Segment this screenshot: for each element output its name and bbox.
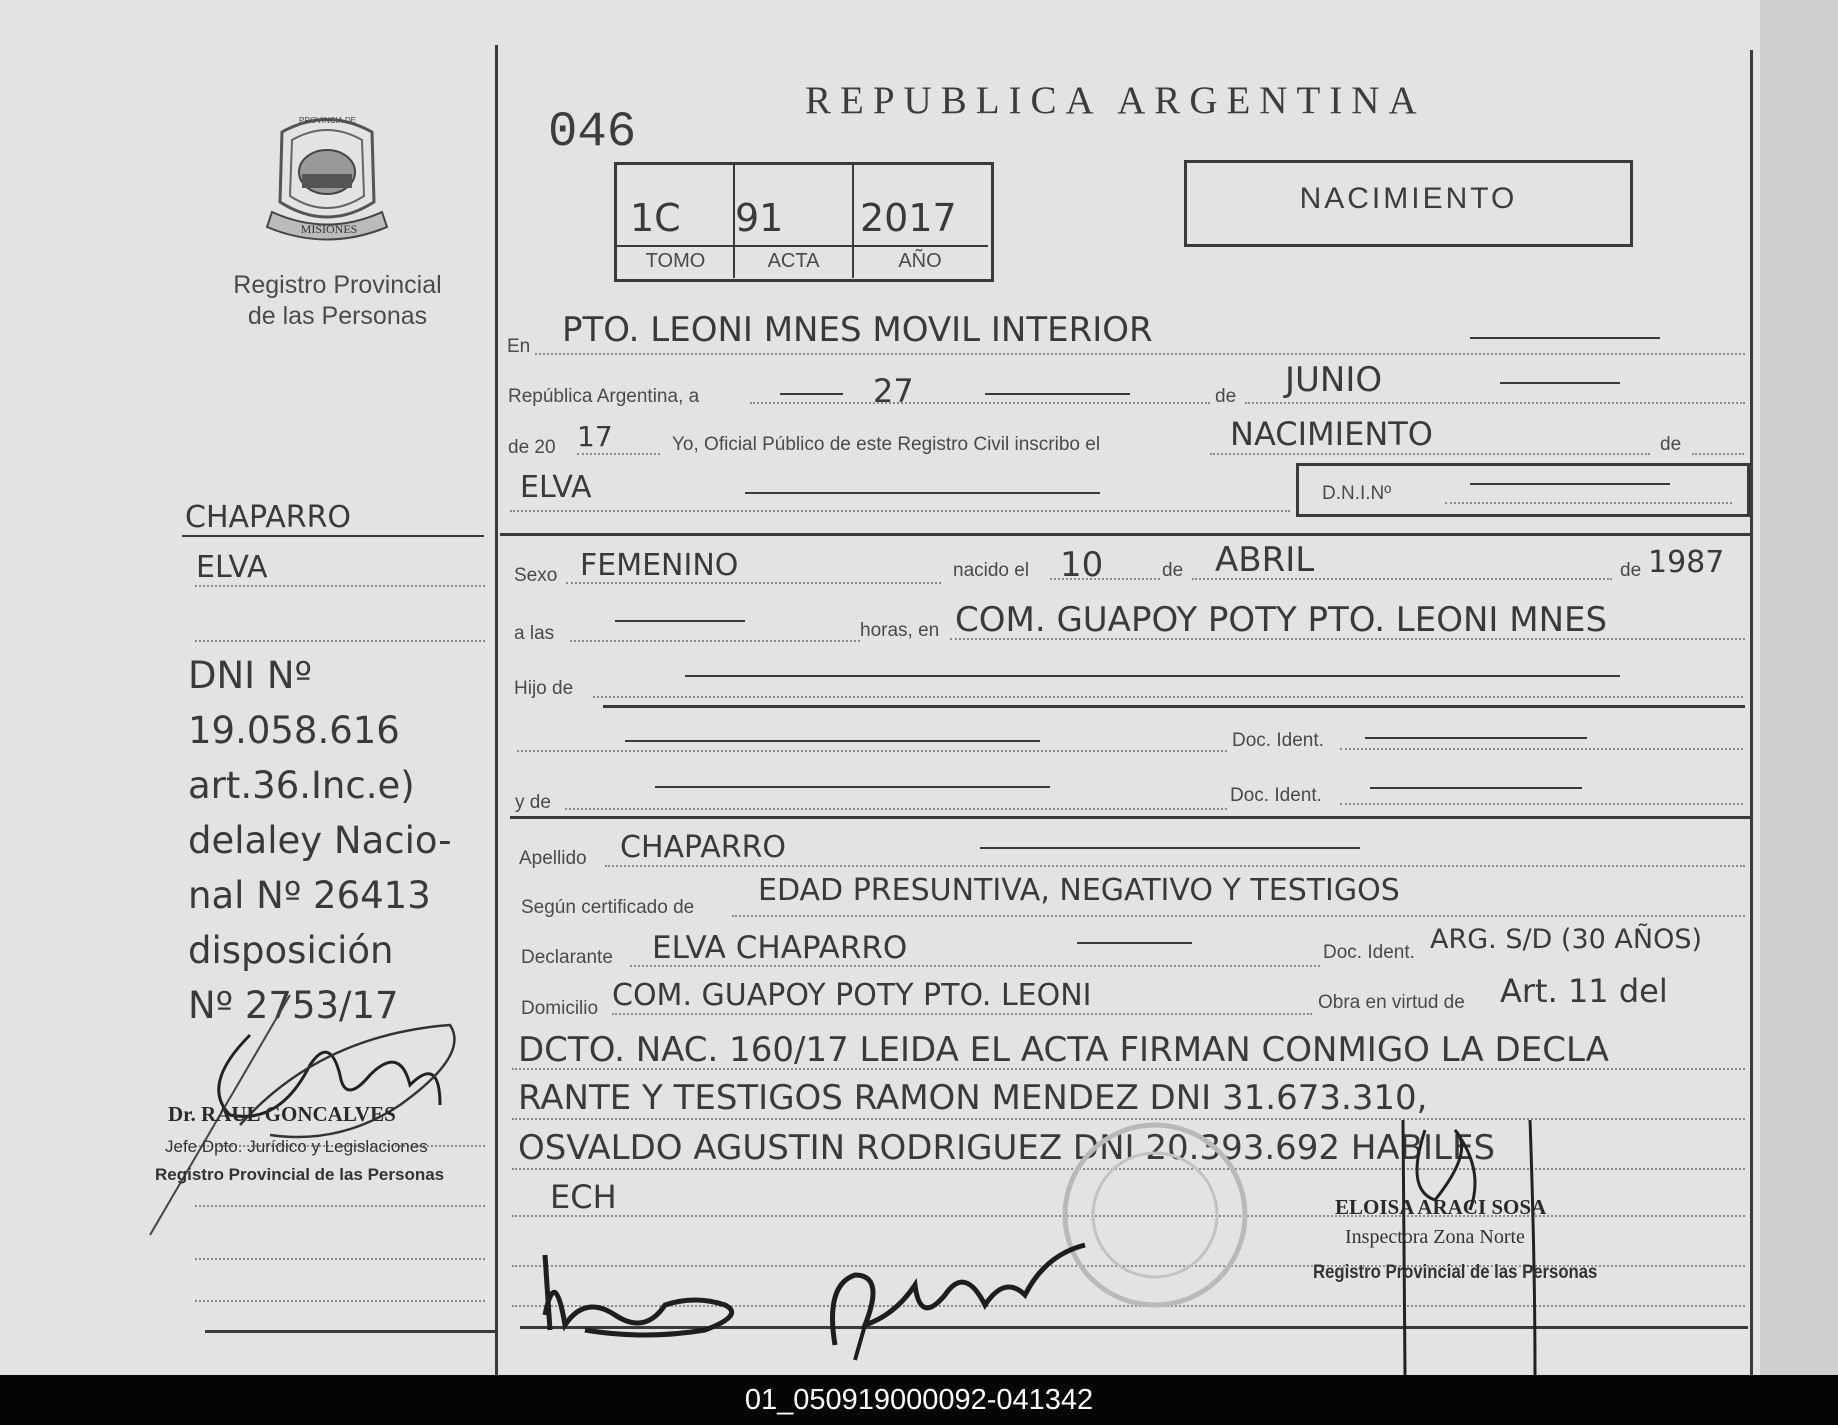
margin-dots <box>195 1300 485 1302</box>
margin-dots <box>195 1258 485 1260</box>
margin-signer-name: Dr. RAUL GONCALVES <box>168 1102 396 1126</box>
declarante-value: ELVA CHAPARRO <box>652 930 908 966</box>
registry-line-2: de las Personas <box>247 302 428 330</box>
field-dots <box>732 915 1745 917</box>
dash-line <box>745 492 1100 494</box>
margin-signer-office: Registro Provincial de las Personas <box>155 1165 445 1184</box>
ref-divider <box>616 245 988 247</box>
margin-signer-title: Jefe Dpto. Jurídico y Legislaciones <box>165 1137 428 1156</box>
field-dots <box>517 750 1227 752</box>
body-line: OSVALDO AGUSTIN RODRIGUEZ DNI 20.393.692 HABILES <box>518 1128 1496 1168</box>
nacido-label: nacido el <box>953 560 1030 581</box>
seal-text-top: PROVINCIA DE <box>299 116 356 125</box>
anio-value: 2017 <box>860 196 957 240</box>
obra-value: Art. 11 del <box>1500 972 1668 1010</box>
dash-line <box>655 786 1050 788</box>
field-dots <box>577 453 660 455</box>
de-label-3: de <box>1620 560 1642 581</box>
month-value: JUNIO <box>1285 360 1383 400</box>
declarante-doc: ARG. S/D (30 AÑOS) <box>1430 924 1702 955</box>
margin-divider-line <box>495 45 498 1375</box>
birth-month: ABRIL <box>1215 540 1315 580</box>
header-title: REPUBLICA ARGENTINA <box>805 79 1426 122</box>
field-dots <box>1692 453 1744 455</box>
year-value: 17 <box>577 420 613 453</box>
field-dots <box>1245 402 1745 404</box>
dash-line <box>1365 737 1587 739</box>
declarante-label: Declarante <box>521 947 613 968</box>
document-number: 046 <box>548 104 637 160</box>
field-dots <box>570 640 860 642</box>
footer-id: 01_050919000092-041342 <box>744 1383 1094 1416</box>
body-line: RANTE Y TESTIGOS RAMON MENDEZ DNI 31.673.310, <box>518 1078 1428 1118</box>
oficial-text: Yo, Oficial Público de este Registro Civil inscribo el <box>672 434 1101 455</box>
name-value: ELVA <box>520 470 592 505</box>
horas-label: horas, en <box>860 620 940 641</box>
seal-text-bottom: MISIONES <box>300 222 358 236</box>
dash-line <box>1500 382 1620 384</box>
doc-ident-label-1: Doc. Ident. <box>1232 730 1324 751</box>
dash-line <box>980 847 1360 849</box>
inspector-title: Inspectora Zona Norte <box>1345 1226 1525 1248</box>
dash-line <box>615 620 745 622</box>
margin-note-line: Nº 2753/17 <box>188 984 399 1027</box>
dash-line <box>1077 942 1192 944</box>
inspector-office: Registro Provincial de las Personas <box>1313 1262 1598 1283</box>
obra-label: Obra en virtud de <box>1318 992 1465 1013</box>
acta-value: 91 <box>735 196 784 240</box>
page-edge <box>1760 0 1838 1375</box>
margin-note-line: disposición <box>188 929 394 972</box>
field-dots <box>565 808 1227 810</box>
dash-line <box>1470 483 1670 485</box>
field-dots <box>1340 748 1743 750</box>
margin-note-line: delaley Nacio- <box>188 819 452 862</box>
inspector-name: ELOISA ARACI SOSA <box>1335 1195 1547 1219</box>
sexo-value: FEMENINO <box>580 548 739 583</box>
field-dots <box>512 1068 1745 1070</box>
margin-note-line: 19.058.616 <box>188 709 400 752</box>
anio-label: AÑO <box>898 250 942 272</box>
yde-label: y de <box>515 792 551 813</box>
body-line: ECH <box>550 1178 617 1216</box>
day-value: 27 <box>873 372 914 410</box>
section-rule <box>510 816 1750 819</box>
record-type: NACIMIENTO <box>1299 182 1518 215</box>
dash-line <box>985 393 1130 395</box>
domicilio-value: COM. GUAPOY POTY PTO. LEONI <box>612 978 1092 1013</box>
de-label-2: de <box>1162 560 1184 581</box>
dni-label: D.N.I.Nº <box>1322 483 1392 504</box>
tomo-label: TOMO <box>645 250 706 272</box>
dash-line <box>685 675 1620 677</box>
field-dots <box>605 865 1745 867</box>
sexo-label: Sexo <box>514 565 558 586</box>
segun-value: EDAD PRESUNTIVA, NEGATIVO Y TESTIGOS <box>758 873 1400 908</box>
republica-label: República Argentina, a <box>508 386 700 407</box>
dash-line <box>625 740 1040 742</box>
margin-rule <box>182 535 484 537</box>
registry-name <box>205 270 470 332</box>
segun-label: Según certificado de <box>521 897 695 918</box>
alas-label: a las <box>514 623 555 644</box>
birth-day: 10 <box>1060 545 1104 585</box>
margin-name: ELVA <box>196 550 268 585</box>
margin-rule <box>205 1330 495 1333</box>
dash-line <box>1470 337 1660 339</box>
section-rule <box>603 705 1745 708</box>
margin-note-line: DNI Nº <box>188 654 312 697</box>
field-dots <box>535 353 1745 355</box>
footer-id-bar <box>0 1375 1838 1425</box>
field-dots <box>1445 502 1732 504</box>
margin-dots <box>195 640 485 642</box>
de20-label: de 20 <box>508 437 556 458</box>
margin-note-line: art.36.Inc.e) <box>188 764 415 807</box>
doc-ident-label-2: Doc. Ident. <box>1230 785 1322 806</box>
birth-year: 1987 <box>1648 545 1725 580</box>
de-label: de <box>1215 386 1237 407</box>
act-value: NACIMIENTO <box>1230 415 1433 453</box>
right-frame-line <box>1750 50 1753 1375</box>
field-dots <box>510 510 1290 512</box>
margin-note-line: nal Nº 26413 <box>188 874 431 917</box>
dash-line <box>780 393 843 395</box>
dash-line <box>1370 787 1582 789</box>
bottom-signatures-icon <box>525 1235 1145 1365</box>
apellido-value: CHAPARRO <box>620 830 787 865</box>
place-value: PTO. LEONI MNES MOVIL INTERIOR <box>562 310 1153 350</box>
apellido-label: Apellido <box>519 848 587 869</box>
body-line: DCTO. NAC. 160/17 LEIDA EL ACTA FIRMAN CONMIGO LA DECLA <box>518 1030 1609 1070</box>
birthplace-value: COM. GUAPOY POTY PTO. LEONI MNES <box>955 600 1608 640</box>
de-end-label: de <box>1660 434 1682 455</box>
doc-ident-label-3: Doc. Ident. <box>1323 942 1415 963</box>
section-rule <box>500 533 1750 536</box>
acta-label: ACTA <box>767 250 820 272</box>
field-dots <box>1340 803 1743 805</box>
field-dots <box>1210 453 1650 455</box>
registry-line-1: Registro Provincial <box>233 271 442 299</box>
domicilio-label: Domicilio <box>521 998 599 1019</box>
margin-dots <box>195 585 485 587</box>
hijo-label: Hijo de <box>514 678 574 699</box>
tomo-value: 1C <box>630 196 681 240</box>
field-dots <box>750 402 1210 404</box>
field-dots <box>612 1013 1312 1015</box>
field-dots <box>593 696 1743 698</box>
margin-surname: CHAPARRO <box>185 500 352 535</box>
en-label: En <box>507 336 531 357</box>
